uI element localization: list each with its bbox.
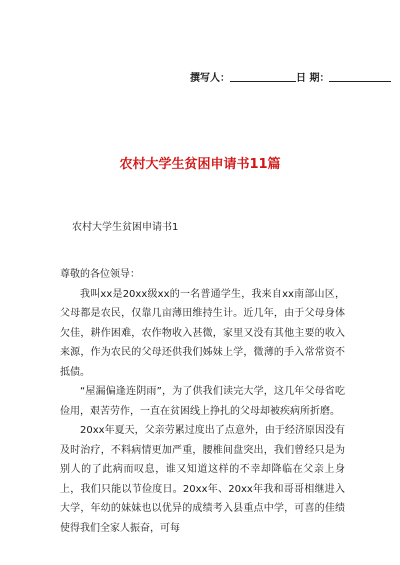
paragraph-2: “屋漏偏逢连阴雨”，为了供我们读完大学，这几年父母省吃俭用，艰苦劳作，一直在贫困线上挣扎的父母却被疾病所折磨。 [60, 386, 345, 417]
section-title: 农村大学生贫困申请书1 [72, 222, 179, 233]
date-blank [329, 71, 391, 82]
date-label: 日 期： [296, 73, 330, 84]
document-title: 农村大学生贫困申请书11篇 [119, 157, 281, 172]
author-blank [230, 71, 296, 82]
paragraph-3: 20xx年夏天，父亲劳累过度出了点意外，由于经济原因没有及时治疗，不料病情更加严重，腰椎间盘突出，我们曾经只是为别人的了此病而叹息，谁又知道这样的不幸却降临在父亲上身上，我们只能以节俭度日。20xx年、20xx年我和哥哥相继进入大学，年幼的妹妹也以优异的成绩考入县重点中学，可喜的佳绩使得我们全家人振奋，可每 [60, 425, 345, 534]
header-author-date-line [190, 69, 391, 84]
document-body [60, 265, 345, 538]
author-label: 撰写人： [190, 73, 230, 84]
salutation: 尊敬的各位领导： [60, 269, 140, 280]
paragraph-1: 我叫xx是20xx级xx的一名普通学生，我来自xx南部山区，父母都是农民，仅靠几亩薄田维持生计。近几年，由于父母身体欠佳，耕作困难，农作物收入甚微，家里又没有其他主要的收入来源，作为农民的父母还供我们姊妹上学，微薄的手入常常资不抵债。 [60, 288, 345, 378]
